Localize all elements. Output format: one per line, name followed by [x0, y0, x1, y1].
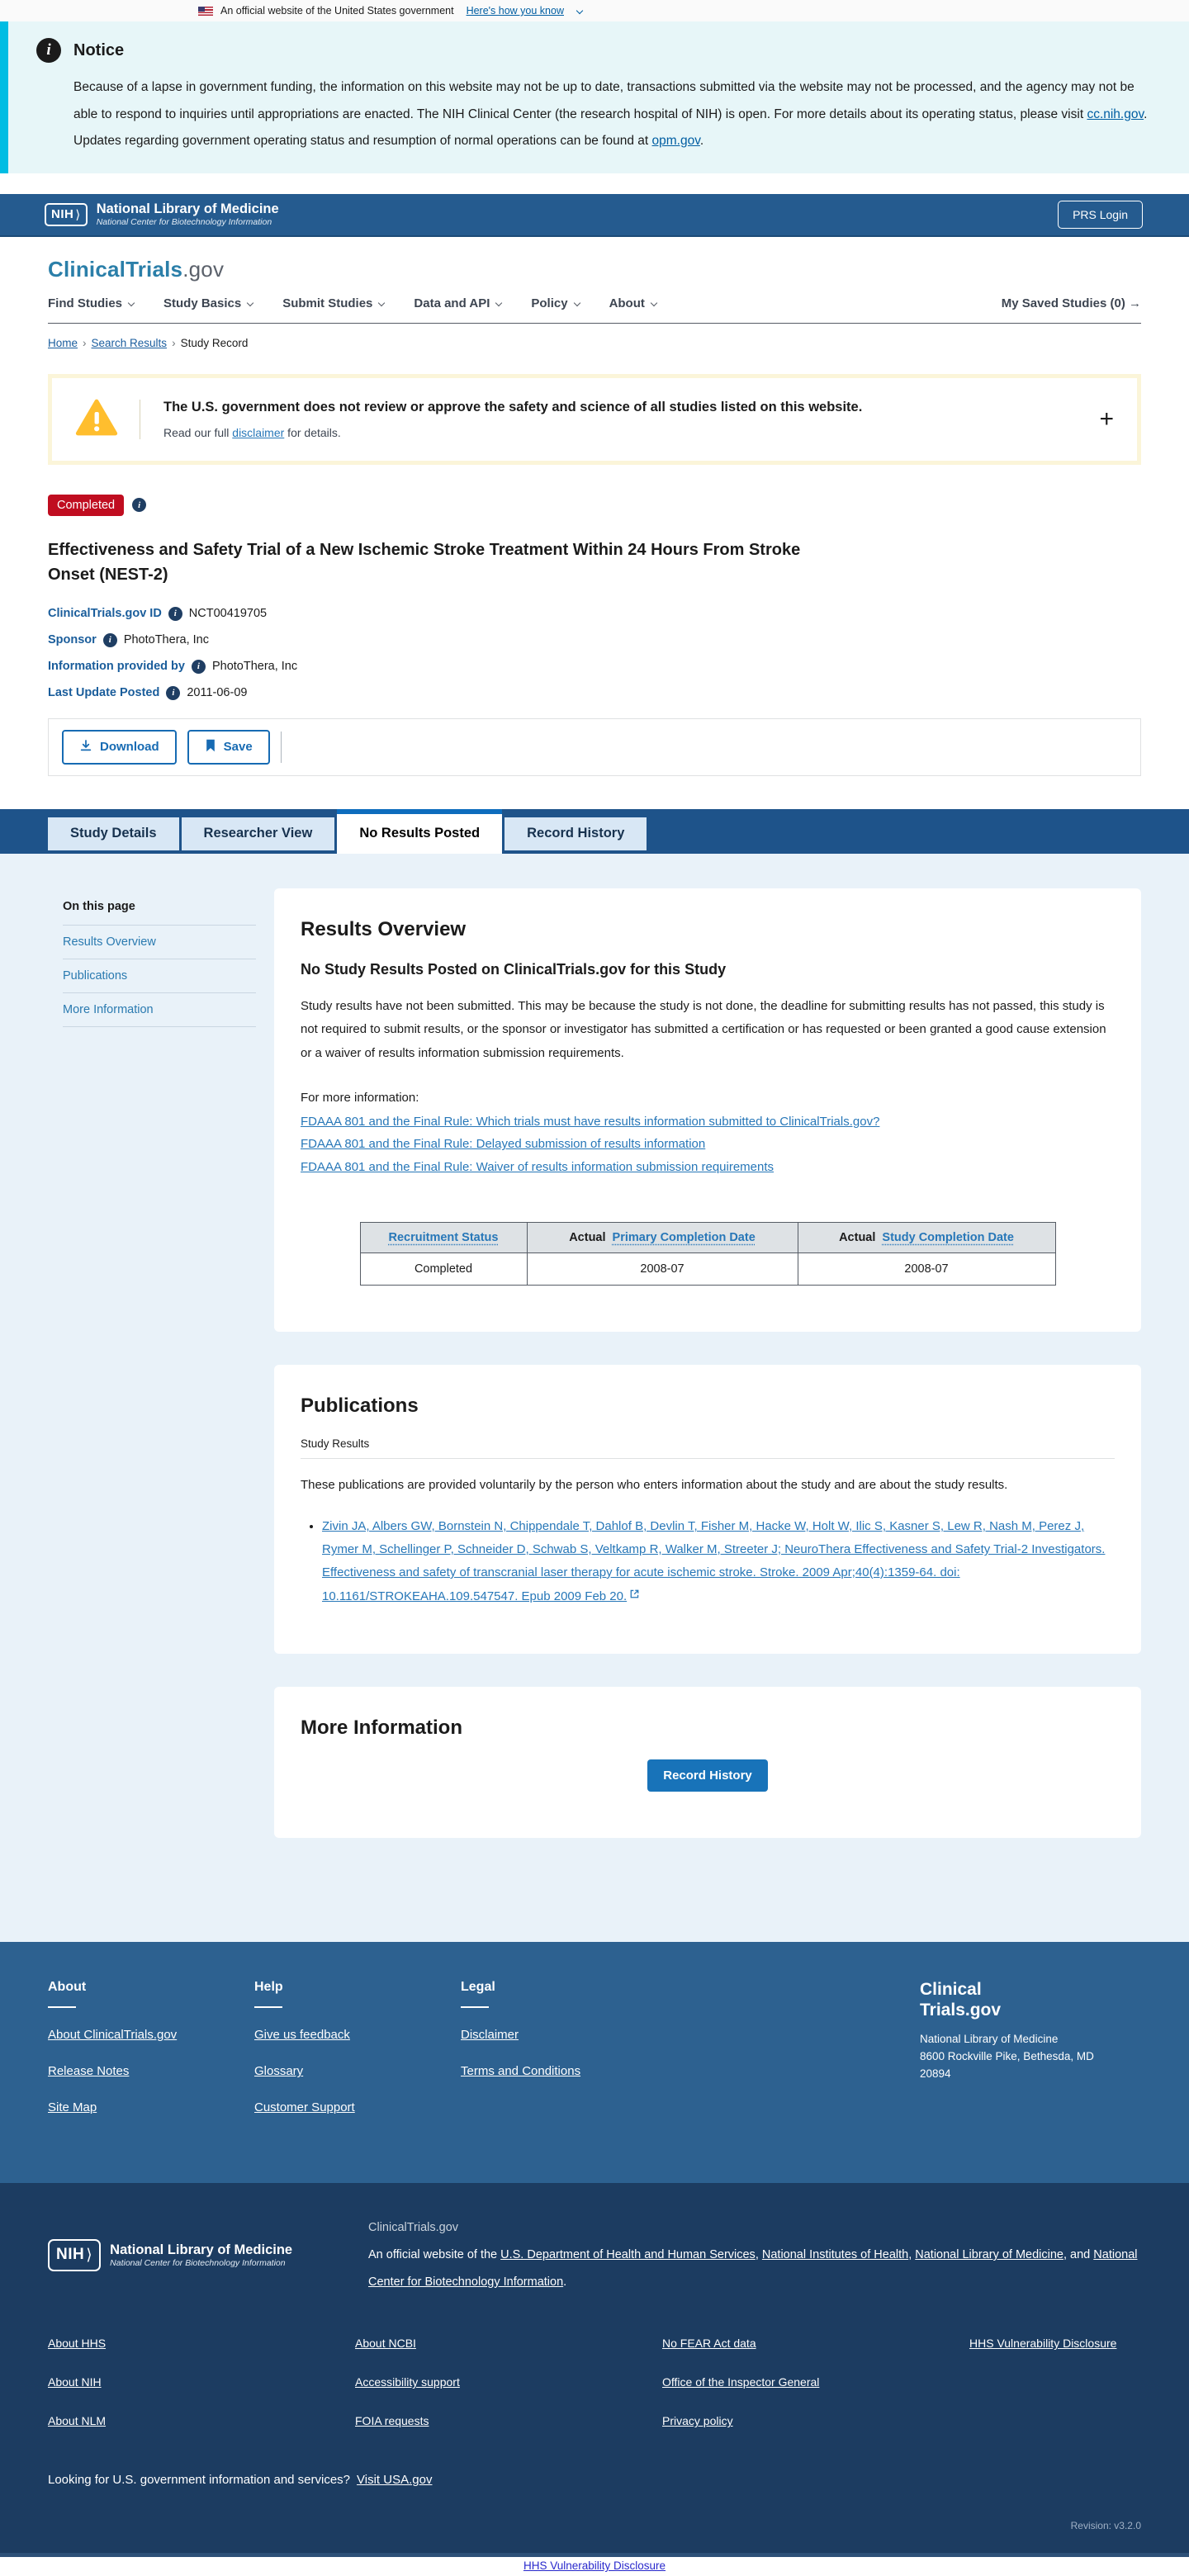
divider	[48, 2006, 76, 2008]
chevron-down-icon	[247, 300, 253, 306]
subfooter-column-2	[355, 2337, 662, 2453]
footer-link-about-clinicaltrials[interactable]: About ClinicalTrials.gov	[48, 2028, 178, 2043]
info-icon[interactable]: i	[168, 607, 182, 621]
results-overview-card	[274, 888, 1141, 1332]
link-about-nlm[interactable]: About NLM	[48, 2414, 107, 2428]
link-about-nih[interactable]: About NIH	[48, 2375, 102, 2389]
meta-value: PhotoThera, Inc	[211, 660, 298, 674]
disclaimer-banner	[48, 374, 1141, 465]
download-button[interactable]	[62, 730, 177, 765]
table-header-study-completion-date	[798, 1222, 1055, 1252]
on-this-page-title: On this page	[63, 900, 256, 926]
footer-column-legal	[461, 1980, 708, 2137]
link-no-fear-act[interactable]: No FEAR Act data	[662, 2337, 756, 2351]
meta-label: Information provided by	[48, 660, 185, 674]
download-label: Download	[100, 740, 159, 755]
nav-label: Data and API	[414, 296, 490, 310]
site-header	[0, 237, 1189, 349]
list-item	[322, 1515, 1115, 1608]
footer-heading-legal: Legal	[461, 1980, 495, 1995]
nav-policy[interactable]	[531, 296, 579, 310]
notice-text	[73, 74, 1148, 155]
download-icon	[79, 739, 92, 755]
sidebar-item-results-overview[interactable]: Results Overview	[63, 926, 256, 959]
tab-study-details[interactable]: Study Details	[48, 817, 179, 850]
info-icon[interactable]: i	[192, 660, 206, 674]
tab-record-history[interactable]: Record History	[504, 817, 647, 850]
usa-gov-row	[48, 2473, 1141, 2487]
gov-banner-text: An official website of the United States government	[220, 5, 454, 17]
cc-nih-gov-link[interactable]: cc.nih.gov	[1087, 107, 1144, 121]
link-about-hhs[interactable]: About HHS	[48, 2337, 107, 2351]
save-button[interactable]	[187, 730, 270, 765]
actual-label: Actual	[839, 1230, 876, 1244]
nlm-link[interactable]: National Library of Medicine	[915, 2248, 1063, 2262]
subfooter-links	[48, 2337, 1141, 2453]
footer-link-give-us-feedback[interactable]: Give us feedback	[254, 2028, 350, 2043]
chevron-down-icon	[576, 7, 583, 14]
warning-triangle-icon	[75, 398, 118, 441]
nih-logo-text: NIH	[51, 207, 74, 222]
footer	[0, 1942, 1189, 2183]
record-history-button[interactable]: Record History	[647, 1759, 768, 1792]
cell-study-completion-date: 2008-07	[798, 1252, 1055, 1285]
nav-label: Policy	[531, 296, 568, 310]
breadcrumb-current: Study Record	[180, 336, 249, 349]
breadcrumb-search-results[interactable]: Search Results	[91, 336, 168, 349]
nlm-footer-logo-block	[48, 2214, 368, 2295]
tab-researcher-view[interactable]: Researcher View	[182, 817, 335, 850]
link-accessibility-support[interactable]: Accessibility support	[355, 2375, 460, 2389]
nlm-header	[0, 194, 1189, 237]
breadcrumb-separator: ›	[83, 336, 87, 349]
how-you-know-link[interactable]: Here's how you know	[466, 5, 564, 17]
nav-study-basics[interactable]	[163, 296, 253, 310]
footer-heading-about: About	[48, 1980, 87, 1995]
link-privacy-policy[interactable]: Privacy policy	[662, 2414, 733, 2428]
actual-label: Actual	[569, 1230, 606, 1244]
notice-text-part: .	[699, 134, 704, 149]
chevron-down-icon	[573, 300, 580, 306]
bottom-bar	[0, 2557, 1189, 2576]
chevron-down-icon	[128, 300, 135, 306]
notice-text-part: Because of a lapse in government funding, the information on this website may not be up to date, transactions submitted via the website may not be processed, and the agency may not be able to respond to inquiries until appropriations are enacted. The NIH Clinical Center (the research hospital of NIH) is open. For more details about its operating status, please visit	[73, 80, 1135, 121]
breadcrumb-separator: ›	[172, 336, 176, 349]
results-overview-heading: Results Overview	[301, 917, 467, 940]
funding-notice-banner	[0, 21, 1189, 173]
meta-label: Sponsor	[48, 633, 97, 647]
more-information-card	[274, 1687, 1141, 1838]
notice-text-part: . Updates regarding government operating status and resumption of normal operations can be found at	[73, 107, 1148, 149]
fdaaa-link-waiver[interactable]: FDAAA 801 and the Final Rule: Waiver of results information submission requirements	[301, 1160, 775, 1175]
ncbi-link[interactable]: National Center for Biotechnology Information	[368, 2248, 1138, 2289]
my-saved-studies-link[interactable]: My Saved Studies (0) →	[1001, 296, 1141, 310]
tab-content	[0, 854, 1189, 1943]
footer-link-customer-support[interactable]: Customer Support	[254, 2100, 355, 2115]
nav-data-and-api[interactable]	[414, 296, 501, 310]
meta-row-nct-id	[48, 607, 1141, 621]
statement-part: ,	[908, 2248, 916, 2262]
info-icon[interactable]: i	[103, 633, 117, 647]
ncbi-subtitle: National Center for Biotechnology Information	[96, 217, 272, 228]
results-overview-body: Study results have not been submitted. This may be because the study is not done, the deadline for submitting results has not passed, this study is not required to submit results, or the sponsor or investigator has submitted a certification or has requested or been granted a good cause extension or a waiver of results information submission requirements.	[301, 998, 1106, 1060]
tab-bar	[0, 809, 1189, 854]
status-badge: Completed	[48, 495, 124, 516]
disclaimer-title: The U.S. government does not review or approve the safety and science of all studies listed on this website.	[163, 399, 863, 414]
nav-label: About	[609, 296, 645, 310]
footer-column-help	[254, 1980, 461, 2137]
notice-title: Notice	[73, 40, 125, 59]
meta-label: ClinicalTrials.gov ID	[48, 607, 162, 621]
external-link-icon	[629, 1584, 640, 1608]
footer-link-site-map[interactable]: Site Map	[48, 2100, 97, 2115]
nav-submit-studies[interactable]	[282, 296, 384, 310]
nav-about[interactable]	[609, 296, 656, 310]
bookmark-icon	[205, 739, 216, 755]
info-icon[interactable]: i	[166, 686, 180, 700]
meta-row-last-update-posted	[48, 686, 1141, 700]
study-completion-date-term-link[interactable]: Study Completion Date	[882, 1230, 1014, 1244]
statement-part: An official website of the	[368, 2248, 501, 2262]
nih-link[interactable]: National Institutes of Health	[761, 2248, 909, 2262]
clinicaltrials-logo[interactable]	[48, 257, 1141, 282]
more-information-heading: More Information	[301, 1717, 462, 1740]
table-header-primary-completion-date	[527, 1222, 798, 1252]
breadcrumb-home[interactable]: Home	[48, 336, 78, 349]
meta-value: PhotoThera, Inc	[123, 633, 209, 647]
address-line: 20894	[920, 2067, 951, 2080]
recruitment-status-term-link[interactable]: Recruitment Status	[388, 1230, 499, 1244]
table-row	[360, 1252, 1055, 1285]
cell-recruitment-status: Completed	[360, 1252, 527, 1285]
prs-login-button[interactable]: PRS Login	[1058, 201, 1143, 229]
footer-brand	[920, 1980, 1141, 2137]
footer-link-glossary[interactable]: Glossary	[254, 2064, 304, 2079]
statement-part: , and	[1063, 2248, 1094, 2262]
subfooter-column-1	[48, 2337, 355, 2453]
no-results-subheading: No Study Results Posted on ClinicalTrials.gov for this Study	[301, 960, 727, 978]
gov-banner	[0, 0, 1189, 21]
meta-row-information-provided-by	[48, 660, 1141, 674]
footer-heading-help: Help	[254, 1980, 283, 1995]
link-hhs-vulnerability-disclosure[interactable]: HHS Vulnerability Disclosure	[969, 2337, 1117, 2351]
sidebar-item-more-information[interactable]: More Information	[63, 993, 256, 1027]
footer-link-disclaimer[interactable]: Disclaimer	[461, 2028, 519, 2043]
subfooter-column-4	[969, 2337, 1116, 2453]
citation-link[interactable]: Zivin JA, Albers GW, Bornstein N, Chippendale T, Dahlof B, Devlin T, Fisher M, Hacke W, Holt W, Ilic S, Kasner S, Lew R, Nash M, Perez J, Rymer M, Schellinger P, Schneider D, Schwab S, Veltkamp R, Walker M, Streeter J; NeuroThera Effectiveness and Safety Trial-2 Investigators. Effectiveness and safety of transcranial laser therapy for acute ischemic stroke. Stroke. 2009 Apr;40(4):1359-64. doi: 10.1161/STROKEAHA.109.547547. Epub 2009 Feb 20.	[322, 1519, 1106, 1603]
info-icon: i	[36, 38, 61, 63]
divider	[461, 2006, 489, 2008]
footer-column-about	[48, 1980, 254, 2137]
hhs-vulnerability-disclosure-link[interactable]: HHS Vulnerability Disclosure	[523, 2559, 666, 2573]
nih-logo[interactable]	[45, 203, 88, 226]
main-nav	[48, 296, 1141, 324]
save-label: Save	[223, 740, 253, 755]
footer-link-terms-and-conditions[interactable]: Terms and Conditions	[461, 2064, 581, 2079]
visit-usa-gov-link[interactable]: Visit USA.gov	[357, 2473, 433, 2488]
nav-find-studies[interactable]	[48, 296, 134, 310]
expand-icon[interactable]: +	[1099, 405, 1114, 433]
ncbi-subtitle: National Center for Biotechnology Information	[110, 2257, 286, 2268]
us-flag-icon	[198, 7, 213, 16]
disclaimer-subtext	[163, 426, 1082, 439]
address-line: 8600 Rockville Pike, Bethesda, MD	[920, 2049, 1094, 2062]
footer-address	[920, 2031, 1141, 2083]
fdaaa-link-which-trials[interactable]: FDAAA 801 and the Final Rule: Which trials must have results information submitted to ClinicalTrials.gov?	[301, 1114, 880, 1129]
usa-gov-text: Looking for U.S. government information and services?	[48, 2473, 351, 2488]
brand-primary: ClinicalTrials	[48, 256, 183, 282]
meta-row-sponsor	[48, 633, 1141, 647]
link-foia-requests[interactable]: FOIA requests	[355, 2414, 429, 2428]
hhs-link[interactable]: U.S. Department of Health and Human Services	[500, 2248, 756, 2262]
address-line: National Library of Medicine	[920, 2032, 1059, 2045]
study-title: Effectiveness and Safety Trial of a New Ischemic Stroke Treatment Within 24 Hours From Stroke Onset (NEST-2)	[48, 540, 801, 584]
chevron-down-icon	[495, 300, 502, 306]
sidebar-item-publications[interactable]: Publications	[63, 959, 256, 993]
fdaaa-link-delayed-submission[interactable]: FDAAA 801 and the Final Rule: Delayed submission of results information	[301, 1137, 706, 1152]
meta-value: NCT00419705	[188, 607, 268, 621]
nav-label: Submit Studies	[282, 296, 373, 310]
publications-heading: Publications	[301, 1394, 419, 1417]
chevron-down-icon	[378, 300, 385, 306]
study-header	[0, 495, 1189, 700]
statement-part: .	[563, 2275, 567, 2289]
disclaimer-text-part: for details.	[284, 425, 341, 439]
site-name: ClinicalTrials.gov	[368, 2221, 459, 2235]
nav-label: Find Studies	[48, 296, 122, 310]
fdaaa-links	[301, 1110, 1115, 1179]
nih-logo[interactable]	[48, 2239, 101, 2271]
official-website-statement	[368, 2214, 1141, 2295]
nlm-title: National Library of Medicine	[96, 201, 279, 217]
publications-body: These publications are provided voluntarily by the person who enters information about the study and are about the study results.	[301, 1477, 1008, 1492]
breadcrumb	[48, 337, 1141, 349]
link-about-ncbi[interactable]: About NCBI	[355, 2337, 416, 2351]
on-this-page-nav	[48, 888, 256, 1872]
publications-card	[274, 1365, 1141, 1655]
brand-suffix: .gov	[182, 256, 225, 282]
table-header-recruitment-status	[360, 1222, 527, 1252]
link-inspector-general[interactable]: Office of the Inspector General	[662, 2375, 820, 2389]
nlm-title: National Library of Medicine	[110, 2242, 293, 2257]
subfooter	[0, 2183, 1189, 2553]
cell-primary-completion-date: 2008-07	[527, 1252, 798, 1285]
footer-brand-line2: Trials.gov	[920, 2000, 1002, 2020]
toolbar	[48, 718, 1141, 776]
more-info-label: For more information:	[301, 1091, 419, 1106]
status-info-icon[interactable]: i	[132, 498, 146, 512]
primary-completion-date-term-link[interactable]: Primary Completion Date	[612, 1230, 756, 1244]
revision-label: Revision: v3.2.0	[1070, 2520, 1141, 2532]
completion-dates-table	[360, 1222, 1056, 1286]
toolbar-divider	[281, 732, 282, 763]
subfooter-column-3	[662, 2337, 969, 2453]
opm-gov-link[interactable]: opm.gov	[651, 134, 700, 149]
meta-label: Last Update Posted	[48, 686, 160, 700]
divider	[254, 2006, 282, 2008]
nih-logo-chevron: ⟩	[86, 2246, 93, 2264]
meta-value: 2011-06-09	[187, 686, 248, 700]
tab-no-results-posted[interactable]: No Results Posted	[337, 809, 502, 854]
statement-part: ,	[755, 2248, 762, 2262]
divider	[301, 1458, 1115, 1459]
study-results-label: Study Results	[301, 1437, 370, 1450]
footer-brand-line1: Clinical	[920, 1980, 982, 2000]
disclaimer-text-part: Read our full	[163, 425, 233, 439]
nih-logo-chevron: ⟩	[75, 207, 81, 222]
chevron-down-icon	[651, 300, 657, 306]
publications-list	[322, 1515, 1115, 1608]
footer-link-release-notes[interactable]: Release Notes	[48, 2064, 130, 2079]
disclaimer-link[interactable]: disclaimer	[232, 425, 285, 439]
nih-logo-text: NIH	[56, 2246, 85, 2264]
nav-label: Study Basics	[163, 296, 242, 310]
